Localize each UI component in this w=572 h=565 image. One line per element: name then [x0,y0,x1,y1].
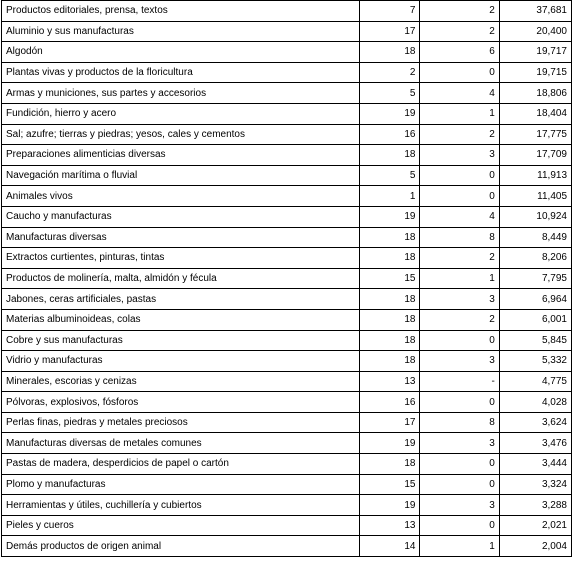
value-c-cell: 10,924 [499,206,571,227]
product-name-cell: Jabones, ceras artificiales, pastas [2,289,360,310]
value-c-cell: 19,715 [499,62,571,83]
product-name-cell: Productos de molinería, malta, almidón y fécula [2,268,360,289]
value-a-cell: 18 [359,248,420,269]
value-c-cell: 3,624 [499,412,571,433]
value-b-cell: 0 [420,165,499,186]
table-row [2,289,572,310]
product-name-cell: Aluminio y sus manufacturas [2,21,360,42]
table-row [2,145,572,166]
product-name-cell: Pólvoras, explosivos, fósforos [2,392,360,413]
value-b-cell: 6 [420,42,499,63]
value-a-cell: 18 [359,309,420,330]
product-name-cell: Navegación marítima o fluvial [2,165,360,186]
value-a-cell: 18 [359,145,420,166]
product-name-cell: Algodón [2,42,360,63]
value-b-cell: 0 [420,515,499,536]
value-b-cell: 0 [420,474,499,495]
value-b-cell: 2 [420,21,499,42]
value-b-cell: - [420,371,499,392]
product-name-cell: Vidrio y manufacturas [2,351,360,372]
value-a-cell: 16 [359,392,420,413]
product-name-cell: Sal; azufre; tierras y piedras; yesos, cales y cementos [2,124,360,145]
table-row [2,21,572,42]
value-b-cell: 2 [420,124,499,145]
table-row [2,186,572,207]
table-row [2,433,572,454]
value-a-cell: 19 [359,433,420,454]
value-c-cell: 5,845 [499,330,571,351]
table-body [2,1,572,557]
table-row [2,474,572,495]
value-c-cell: 2,021 [499,515,571,536]
value-c-cell: 11,405 [499,186,571,207]
value-b-cell: 1 [420,103,499,124]
table-row [2,124,572,145]
product-name-cell: Perlas finas, piedras y metales preciosos [2,412,360,433]
value-b-cell: 0 [420,454,499,475]
product-name-cell: Pastas de madera, desperdicios de papel o cartón [2,454,360,475]
product-name-cell: Caucho y manufacturas [2,206,360,227]
data-table [1,0,572,557]
table-row [2,165,572,186]
table-row [2,206,572,227]
value-a-cell: 13 [359,515,420,536]
value-a-cell: 17 [359,21,420,42]
value-c-cell: 5,332 [499,351,571,372]
table-row [2,227,572,248]
product-name-cell: Demás productos de origen animal [2,536,360,557]
product-name-cell: Extractos curtientes, pinturas, tintas [2,248,360,269]
value-a-cell: 18 [359,42,420,63]
product-name-cell: Plomo y manufacturas [2,474,360,495]
value-a-cell: 19 [359,103,420,124]
product-name-cell: Cobre y sus manufacturas [2,330,360,351]
value-a-cell: 1 [359,186,420,207]
value-b-cell: 0 [420,186,499,207]
product-name-cell: Herramientas y útiles, cuchillería y cubiertos [2,495,360,516]
value-c-cell: 6,964 [499,289,571,310]
value-b-cell: 3 [420,433,499,454]
value-a-cell: 15 [359,268,420,289]
table-row [2,248,572,269]
value-a-cell: 2 [359,62,420,83]
table-row [2,536,572,557]
table-row [2,515,572,536]
value-a-cell: 14 [359,536,420,557]
value-c-cell: 8,206 [499,248,571,269]
product-name-cell: Preparaciones alimenticias diversas [2,145,360,166]
value-b-cell: 4 [420,206,499,227]
product-name-cell: Minerales, escorias y cenizas [2,371,360,392]
value-a-cell: 5 [359,165,420,186]
value-a-cell: 7 [359,1,420,22]
value-b-cell: 0 [420,330,499,351]
value-c-cell: 3,444 [499,454,571,475]
value-a-cell: 17 [359,412,420,433]
value-a-cell: 18 [359,454,420,475]
value-c-cell: 3,324 [499,474,571,495]
value-c-cell: 19,717 [499,42,571,63]
value-b-cell: 3 [420,351,499,372]
value-c-cell: 3,476 [499,433,571,454]
value-a-cell: 13 [359,371,420,392]
product-name-cell: Manufacturas diversas [2,227,360,248]
value-a-cell: 19 [359,206,420,227]
value-c-cell: 8,449 [499,227,571,248]
product-name-cell: Fundición, hierro y acero [2,103,360,124]
value-c-cell: 17,709 [499,145,571,166]
table-row [2,351,572,372]
table-row [2,330,572,351]
table-row [2,83,572,104]
value-b-cell: 2 [420,309,499,330]
table-row [2,454,572,475]
value-c-cell: 18,404 [499,103,571,124]
value-c-cell: 37,681 [499,1,571,22]
value-b-cell: 2 [420,248,499,269]
product-name-cell: Animales vivos [2,186,360,207]
product-name-cell: Productos editoriales, prensa, textos [2,1,360,22]
value-b-cell: 0 [420,392,499,413]
value-b-cell: 3 [420,145,499,166]
table-row [2,495,572,516]
value-c-cell: 4,775 [499,371,571,392]
product-name-cell: Pieles y cueros [2,515,360,536]
value-b-cell: 4 [420,83,499,104]
table-row [2,1,572,22]
product-name-cell: Armas y municiones, sus partes y accesorios [2,83,360,104]
table-row [2,412,572,433]
table-row [2,42,572,63]
product-name-cell: Plantas vivas y productos de la floricultura [2,62,360,83]
table-row [2,268,572,289]
value-a-cell: 19 [359,495,420,516]
value-c-cell: 11,913 [499,165,571,186]
value-c-cell: 20,400 [499,21,571,42]
value-c-cell: 17,775 [499,124,571,145]
value-b-cell: 1 [420,268,499,289]
value-c-cell: 3,288 [499,495,571,516]
table-row [2,62,572,83]
value-b-cell: 3 [420,495,499,516]
value-a-cell: 18 [359,330,420,351]
value-b-cell: 2 [420,1,499,22]
value-b-cell: 3 [420,289,499,310]
value-b-cell: 0 [420,62,499,83]
value-c-cell: 18,806 [499,83,571,104]
value-b-cell: 8 [420,227,499,248]
value-c-cell: 7,795 [499,268,571,289]
product-name-cell: Materias albuminoideas, colas [2,309,360,330]
value-a-cell: 16 [359,124,420,145]
value-a-cell: 18 [359,351,420,372]
table-row [2,103,572,124]
value-b-cell: 1 [420,536,499,557]
table-row [2,309,572,330]
table-row [2,371,572,392]
value-a-cell: 18 [359,227,420,248]
value-c-cell: 2,004 [499,536,571,557]
value-c-cell: 4,028 [499,392,571,413]
value-c-cell: 6,001 [499,309,571,330]
value-a-cell: 15 [359,474,420,495]
product-name-cell: Manufacturas diversas de metales comunes [2,433,360,454]
value-a-cell: 18 [359,289,420,310]
value-b-cell: 8 [420,412,499,433]
table-row [2,392,572,413]
value-a-cell: 5 [359,83,420,104]
